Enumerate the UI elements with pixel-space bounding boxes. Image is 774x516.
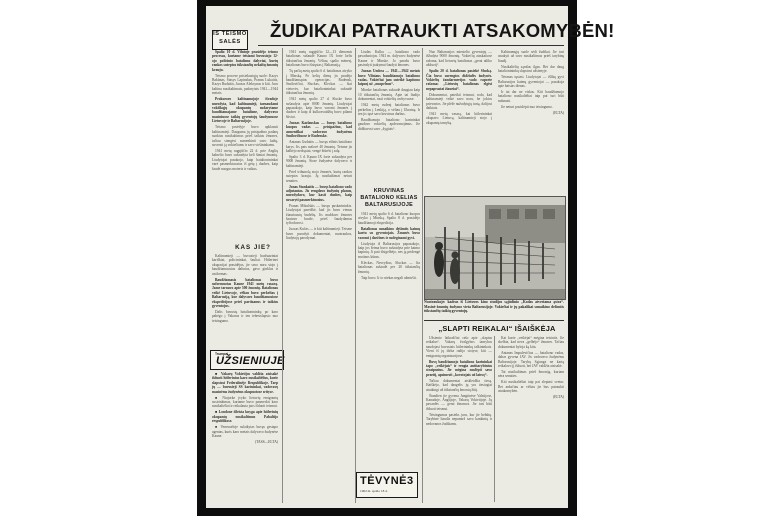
col1b-paragraph: Dalis buvusių batalionininkų po karo pabėgo į Vakarus ir ten tebesislapsto nuo teisingumo.: [212, 310, 278, 323]
col7-paragraph: Antanas Impulevičius — bataliono vadas, dabar gyvena JAV. Jis vadovavo žudynėms Baltarusijoje. Tarybų Sąjunga ne kartą reikalavo jį išduoti, bet JAV valdžia atsisakė.: [498, 350, 564, 369]
column-5: [498, 50, 564, 190]
headline: ŽUDIKAI PATRAUKTI ATSAKOMYBĖN!: [270, 20, 615, 41]
section-title-krvinas: [358, 188, 420, 208]
column-divider: [355, 48, 356, 503]
col6-paragraph: Teisingumas pasieks juos, kur jie bebūtų. Tarybinė liaudis nepamirš savo kankinių ir nedovanos žudikams.: [426, 412, 492, 426]
col6-paragraph: Šiandien jie gyvena Jungtinėse Valstijose, Kanadoje, Anglijoje, Vakarų Vokietijoje. Jų pavardės — gerai žinomos. Jie turi būti išduoti teismui.: [426, 393, 492, 411]
column-2: [286, 50, 352, 500]
uzsieniuje-small: Trumpai: [215, 352, 229, 356]
col4-paragraph: 1941 metų vasarą, kai hitlerininkai okupavo Lietuvą, kaltinamieji stojo į okupantų tarnybą.: [426, 112, 492, 125]
col5-paragraph: Kaltinamųjų suole sėdi žudikai. Jie turi atsakyti už savo nusikaltimus prieš tarybinę liaudį.: [498, 50, 564, 63]
col5-paragraph: Ir tai dar ne viskas. Kiti baudžiamojo bataliono nusikaltėliai taip pat turi būti nubausti.: [498, 90, 564, 103]
col1b-paragraph: Kaltinamieji — buvusieji buržuaziniai kariškiai, policininkai, šauliai. Hitlerinei okupacijai prasidėjus, jie savo noru stojo į baudžiamuosius dalinius, gavo ginklus ir uniformas.: [212, 254, 278, 276]
krv-title-line-3: BALTARUSIJOJE: [364, 201, 414, 208]
col2-paragraph: Jonas Stankaitis — buvęs bataliono vado adjutantas. Jis rengdavo žudynių planus, nurodydavo, kur kasti duobes, kaip suvaryti pasmerktuosius.: [286, 184, 352, 202]
col2-paragraph: Prieš tribunolą stojo žmonės, kurių rankos suteptos krauju. Jų nusikaltimai neturi senaties.: [286, 169, 352, 183]
col3-paragraph: Liudas Kulka — bataliono vado pavaduotojas. 1941 m. dalyvavo žudynėse Kaune ir Minske. Jo parašu buvo pasirašyti įsakymai šaudyti žmones.: [358, 50, 420, 68]
col7-paragraph: Kiti nusikaltėliai taip pat slepiasi svetur. Bet anksčiau ar vėliau jie bus patraukti atsakomybėn.: [498, 380, 564, 394]
col3-paragraph: 1942 metų rudenį batalionas buvo perkeltas į Lenkiją, o vėliau į Ukrainą. Ir ten jis tęsė savo kruvinus darbus.: [358, 103, 420, 117]
signature-tass: (TASS—ELTA): [254, 440, 278, 445]
col1-paragraph: 1941 metų rugpjūčio 22 d. prie Anglių kalnelio buvo sušaudyta keli šimtai žmonių. Liudytojai pasakojo, kaip batalionininkai varė pasmerktuosius iš getų į duobes, kaip šaudė nuogus moteris ir vaikus.: [212, 148, 278, 171]
krv-title-line-1: KRUVINAS: [373, 188, 405, 194]
col1b-paragraph: Baudžiamasis batalionas buvo suformuotas Kaune 1941 metų vasarą. Jame tarnavo apie 500 žmonių. Batalionas veikė Lietuvoje, vėliau buvo perkeltas į Baltarusiją, kur dalyvavo baudžiamosiose ekspedicijose prieš partizanus ir taikius gyventojus.: [212, 277, 278, 309]
rubric-box: [212, 30, 248, 50]
logo-date: 1962 m. spalio 18 d.: [360, 489, 388, 493]
news-photo: [424, 196, 566, 300]
col7-paragraph: Kai kurie „veikėjai“ mėgina teisintis. Jie skelbia, kad neva „gelbėjo“ žmones. Tačiau dokumentai byloja ką kita.: [498, 336, 564, 349]
newspaper-logo: [356, 472, 418, 498]
col1c-paragraph: ■ Vakarų Vokietijos valdžia atsisakė išduoti hitlerinius karo nusikaltėlius, kurie slapstosi Federalinėje Respublikoje. Tarp jų — buvusieji SS karininkai, vadovavę masinėms žudynėms okupuotose srityse.: [212, 372, 278, 394]
col6-paragraph: Užsienio laikraščiai rašo apie „slaptus reikalus“. Vakarų žvalgybos tarnybos naudojasi buvusiais hitlerininkų talkininkais. Vieni iš jų dirba radijo stotyse, kiti — emigrantų organizacijose.: [426, 336, 492, 358]
col6-paragraph: Buvę baudžiamojo bataliono karininkai tapo „veikėjais“ ir rengia antitarybinius straipsnius. Jie mėgina nuslėpti savo praeitį, apsimesti „kovotojais už laisvę“.: [426, 359, 492, 377]
col4-paragraph: Spalio 20 d. batalionas pasiekė Slucką. Čia buvo surengtos didžiulės žudynės. Vokiečių žandarmerijos vado raporte rašoma: „Lietuvių batalionas elgėsi nepaprastai žiauriai“.: [426, 69, 492, 91]
col4-paragraph: Dokumentai, pateikti teismui, rodo, kad kaltinamieji veikė savo noru, be jokios prievartos. Jie plėšė nužudytųjų turtą, dalijosi daiktais.: [426, 92, 492, 111]
column-3: [358, 50, 420, 184]
col3-paragraph: Juozas Umbra — 1941—1942 metais buvo Vilniaus baudžiamojo bataliono vadas. Vokiečiai jam suteikė kapitono laipsnį už „nuopelnus“.: [358, 69, 420, 87]
photo-illustration: [425, 197, 565, 299]
col5-paragraph: Teismas tęsiasi. Liudytojai — išlikę gyvi Baltarusijos kaimų gyventojai — pasakoja apie baisias dienas.: [498, 75, 564, 89]
col2-paragraph: Spalio 3 d. Kauno IX forte sušaudyta per 9000 žmonių. Šiose žudynėse dalyvavo ir kaltinamieji.: [286, 154, 352, 168]
col1c-paragraph: ■ Venesueloje sulaikytas buvęs gestapo agentas, kuris karo metais dalyvavo žudynėse Kaune.: [212, 425, 278, 439]
signature-elta-1: (ELTA): [553, 110, 564, 115]
col2-paragraph: Antanas Gudaitis — buvęs eilinis bataliono karys. Jis pats nušovė 40 žmonių. Teisme jis kalbėjo nedrąsiai, vengė žiūrėti į salę.: [286, 140, 352, 153]
col2-paragraph: 1941 metų rugpjūčio 12—13 dienomis batalionas sušaudė Kauno IX forte kelis tūkstančius žmonių. Vėliau, spalio mėnesį, batalionas buvo išsiųstas į Baltarusiją.: [286, 50, 352, 68]
col2-paragraph: Juozas Kazlauskas — buvęs bataliono kuopos vadas — prisipažino, kad asmeniškai vadovavo žudynėms Smilovičiuose ir Rudenske.: [286, 120, 352, 139]
col3b-paragraph: Batalionas sunaikino dešimtis kaimų kartu su gyventojais. Žmonės buvo varomi į daržines ir sudeginami gyvi.: [358, 226, 420, 240]
rubric-line-2: SALĖS: [219, 38, 241, 45]
column-3b: [358, 212, 420, 468]
col2-paragraph: Pranas Mikulskis — buvęs puskarininkis. Liudytojai pareiškė, kad jis buvo vienas žiauriausių budelių. Jis mušdavo žmones šautuvo buože, prieš šaudydamas tyčiodavosi.: [286, 203, 352, 226]
section-rule: [424, 320, 564, 321]
headline-rule: [258, 45, 564, 46]
col3-paragraph: Baudžiamojo bataliono karininkai gaudavo vokiečių apdovanojimus. Jie didžiavosi savo „žygiais“.: [358, 118, 420, 131]
column-6: [426, 336, 492, 502]
col5-paragraph: Nusikaltėlių sąrašas ilgas. Bet dar daug batalionininkų slapstosi užsienyje.: [498, 64, 564, 74]
col1-paragraph: Teismo procese prisiekusiųjų suole: Kazys Bakūnas, Stasys Lapinskas, Pranas Lukaitis, Kazys Rudaitis, Juozas Aleksynas ir kiti. Juos kaltina nusikaltimais, padarytais 1941—1944 metais.: [212, 73, 278, 96]
newspaper-page: [206, 6, 615, 508]
col1-paragraph: Prokuroro kaltinamojoje išvadoje nurodyta, kad kaltinamieji, tarnaudami vokiškųjų okupantų sudarytame baudžiamajame batalione, dalyvavo masiniuose taikių gyventojų šaudymuose Lietuvoje ir Baltarusijoje.: [212, 97, 278, 124]
col1-paragraph: Teismo posėdyje buvo apklausti kaltinamieji. Dauguma jų prisipažino padarę sunkius nusikaltimus prieš taikius žmones, tačiau stengėsi sumenkinti savo kaltę, suversti ją vokiečiams ir savo viršininkams.: [212, 125, 278, 147]
column-divider: [282, 48, 283, 503]
col1-paragraph: Spalio 10 d. Vilniuje prasidėjo teismo procesas, kuriame teisiami buvusiojo 12-ojo policinio bataliono dalyviai, kurių rankos suteptos tūkstančių nekaltų žmonių krauju.: [212, 50, 278, 72]
rubric-line-1: IŠ TEISMO: [213, 31, 247, 37]
col1c-paragraph: ■ Londone išleista knyga apie hitlerinių okupantų nusikaltimus Pabaltijo respublikose.: [212, 410, 278, 424]
col3b-paragraph: Kleckas, Nesvyžius, Sluckas — čia batalionas sušaudė per 20 tūkstančių žmonių.: [358, 260, 420, 274]
col2-paragraph: 1941 metų spalio 27 d. Slucke buvo sušaudyta apie 8000 žmonių. Liudytojai papasakojo, kaip buvo varomi žmonės į duobes ir kaip iš kulkosvaidžių buvo pilami šūviai.: [286, 97, 352, 119]
column-1: [212, 50, 278, 240]
col1c-paragraph: ■ Niujorke įvyko lietuvių emigrantų susirinkimas, kuriame buvo pasmerkti karo nusikaltėliai ir reikalauta juos išduoti teismui.: [212, 395, 278, 409]
uzsieniuje-rubric: [210, 350, 284, 370]
col7-paragraph: Tai nusikaltimas prieš žmoniją, kuriam nėra senaties.: [498, 370, 564, 379]
kas-jie-heading: KAS JIE?: [235, 244, 271, 251]
col2-paragraph: Juozas Kučas — ir kiti kaltinamieji. Teisme buvo parodyti dokumentai, nuotraukos, liudytojų parodymai.: [286, 227, 352, 241]
col3-paragraph: Minske batalionas sušaudė daugiau kaip 10 tūkstančių žmonių. Apie tai liudijo dokumentai, rasti vokiečių archyvuose.: [358, 88, 420, 102]
col2-paragraph: Tų pačių metų spalio 6 d. batalionas atvyko į Minską. Po kelių dienų jis pradėjo baudžiamąsias operacijas. Rudensk, Smilovičiai, Sluckas, Kleckas — štai vietovės, kur batalionininkai sušaudė tūkstančius žmonių.: [286, 69, 352, 96]
column-1c: [212, 372, 278, 496]
col3b-paragraph: Taip buvo. Ir to niekas negali užmiršti.: [361, 275, 417, 280]
column-divider: [422, 48, 423, 503]
col5-paragraph: Jie neturi pasislėpti nuo teisingumo.: [501, 104, 553, 109]
logo-name: TĖVYNĖ3: [360, 475, 414, 487]
column-divider: [494, 336, 495, 502]
photo-caption: Nuotraukoje: kadras iš Lietuvos kino studijos sąjūdinio „Kodas atveriama ąstra“. Masinė žmonių žudymo vieta Baltarusijoje. Vokiečiai ir jų pakalikai sunaikino dešimtis tūkstančių taikių gyventojų.: [424, 300, 564, 314]
column-7: [498, 336, 564, 502]
column-4: [426, 50, 492, 190]
section-title-slapti: „SLAPTI REIKALAI“ IŠAIŠKĖJA: [438, 324, 556, 333]
col3b-paragraph: 1941 metų spalio 6 d. bataliono kuopos atvyko į Minską. Spalio 8 d. prasidėjo baudžiamoji ekspedicija.: [358, 212, 420, 225]
col3b-paragraph: Liudytoja iš Baltarusijos papasakojo, kaip jos šeima buvo sušaudyta prie kaimo kapinių. Ji pati išsigelbėjo, nes ją pridengė motinos kūnas.: [358, 241, 420, 259]
col4-paragraph: Nuo Baltarusijos miestelio gyventojų — išžudyta 9000 žmonių. Vokiečių ataskaitose rašoma, kad lietuvių batalionas „gerai atliko užduotį“.: [426, 50, 492, 68]
uzsieniuje-title: UŽSIENIUJE: [216, 355, 285, 367]
signature-elta-2: (ELTA): [553, 395, 564, 400]
col6-paragraph: Tačiau dokumentai atskleidžia tiesą. Išaiškėjo, kad daugelis jų yra tiesiogiai atsakingi už tūkstančių žmonių žūtį.: [426, 378, 492, 392]
krv-title-line-2: BATALIONO KELIAS: [360, 194, 418, 201]
column-1b: [212, 254, 278, 348]
